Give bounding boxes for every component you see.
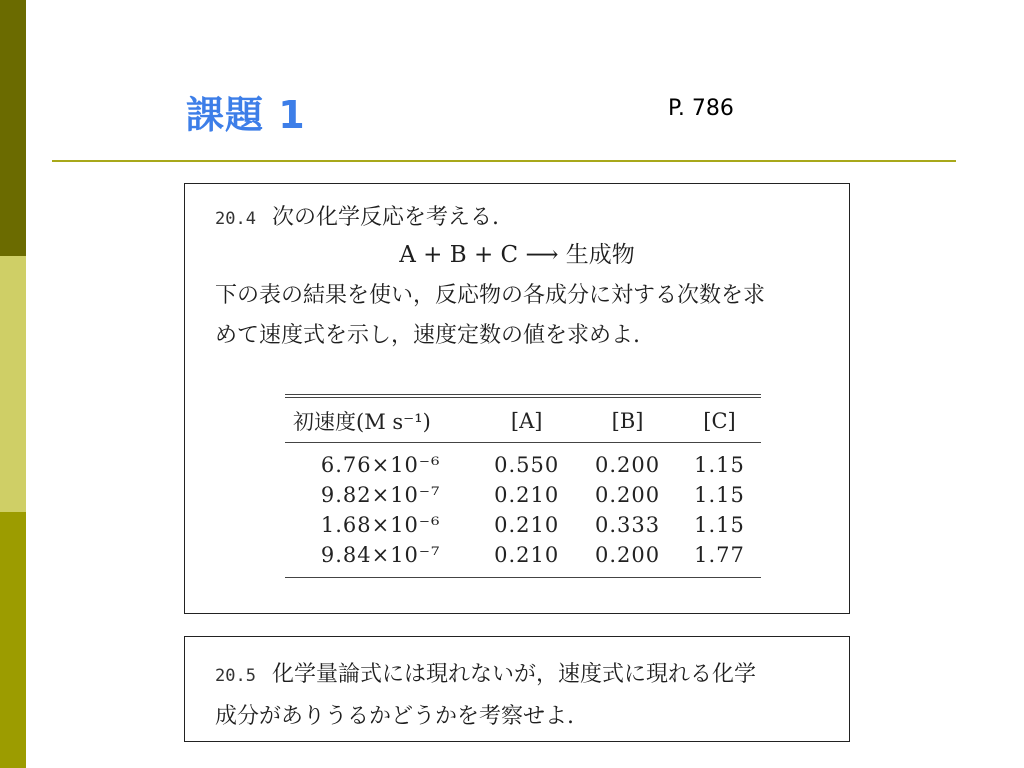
- problem-20-4-line-3: 下の表の結果を使い，反応物の各成分に対する次数を求: [215, 283, 766, 308]
- cell-rate: 9.84×10⁻⁷: [320, 543, 441, 567]
- cell-c: 1.15: [694, 453, 745, 477]
- problem-text: 化学量論式には現れないが，速度式に現れる化学: [271, 662, 756, 687]
- cell-a: 0.210: [494, 483, 560, 507]
- problem-20-4-line-1: [215, 200, 499, 231]
- table-row: [285, 480, 761, 510]
- cell-rate: 9.82×10⁻⁷: [320, 483, 441, 507]
- problem-number: 20.4: [215, 209, 256, 229]
- cell-b: 0.200: [594, 543, 661, 567]
- table-row: [285, 443, 761, 481]
- header-conc-a: [A]: [510, 409, 543, 433]
- sidebar-accent-top: [0, 0, 26, 256]
- problem-20-4-line-4: めて速度式を示し，速度定数の値を求めよ.: [215, 323, 640, 348]
- slide-title: 課題 1: [186, 93, 306, 137]
- sidebar-accent-middle: [0, 256, 26, 512]
- problem-number: 20.5: [215, 666, 256, 686]
- cell-a: 0.210: [494, 513, 560, 537]
- cell-c: 1.15: [694, 483, 745, 507]
- table-row: [285, 540, 761, 578]
- table-header-row: [285, 396, 761, 443]
- table-row: [285, 510, 761, 540]
- cell-rate: 1.68×10⁻⁶: [320, 513, 441, 537]
- header-initial-rate: 初速度(M s⁻¹): [293, 410, 431, 434]
- title-divider: [52, 160, 956, 162]
- cell-rate: 6.76×10⁻⁶: [320, 453, 441, 477]
- sidebar-accent-bottom: [0, 512, 26, 768]
- cell-b: 0.200: [594, 483, 661, 507]
- page-reference: P. 786: [668, 96, 734, 121]
- cell-b: 0.333: [594, 513, 661, 537]
- problem-20-5-line-1: [215, 657, 756, 688]
- cell-c: 1.15: [694, 513, 745, 537]
- cell-a: 0.210: [494, 543, 560, 567]
- problem-20-4-box: [184, 183, 850, 614]
- rate-data-table: [285, 394, 761, 578]
- cell-c: 1.77: [694, 543, 745, 567]
- problem-20-5-line-2: 成分がありうるかどうかを考察せよ.: [215, 704, 574, 729]
- header-conc-b: [B]: [611, 409, 644, 433]
- problem-20-5-box: [184, 636, 850, 742]
- header-conc-c: [C]: [703, 409, 736, 433]
- reaction-equation: A + B + C ⟶ 生成物: [399, 242, 635, 268]
- cell-a: 0.550: [494, 453, 560, 477]
- problem-text: 次の化学反応を考える.: [271, 205, 499, 230]
- cell-b: 0.200: [594, 453, 661, 477]
